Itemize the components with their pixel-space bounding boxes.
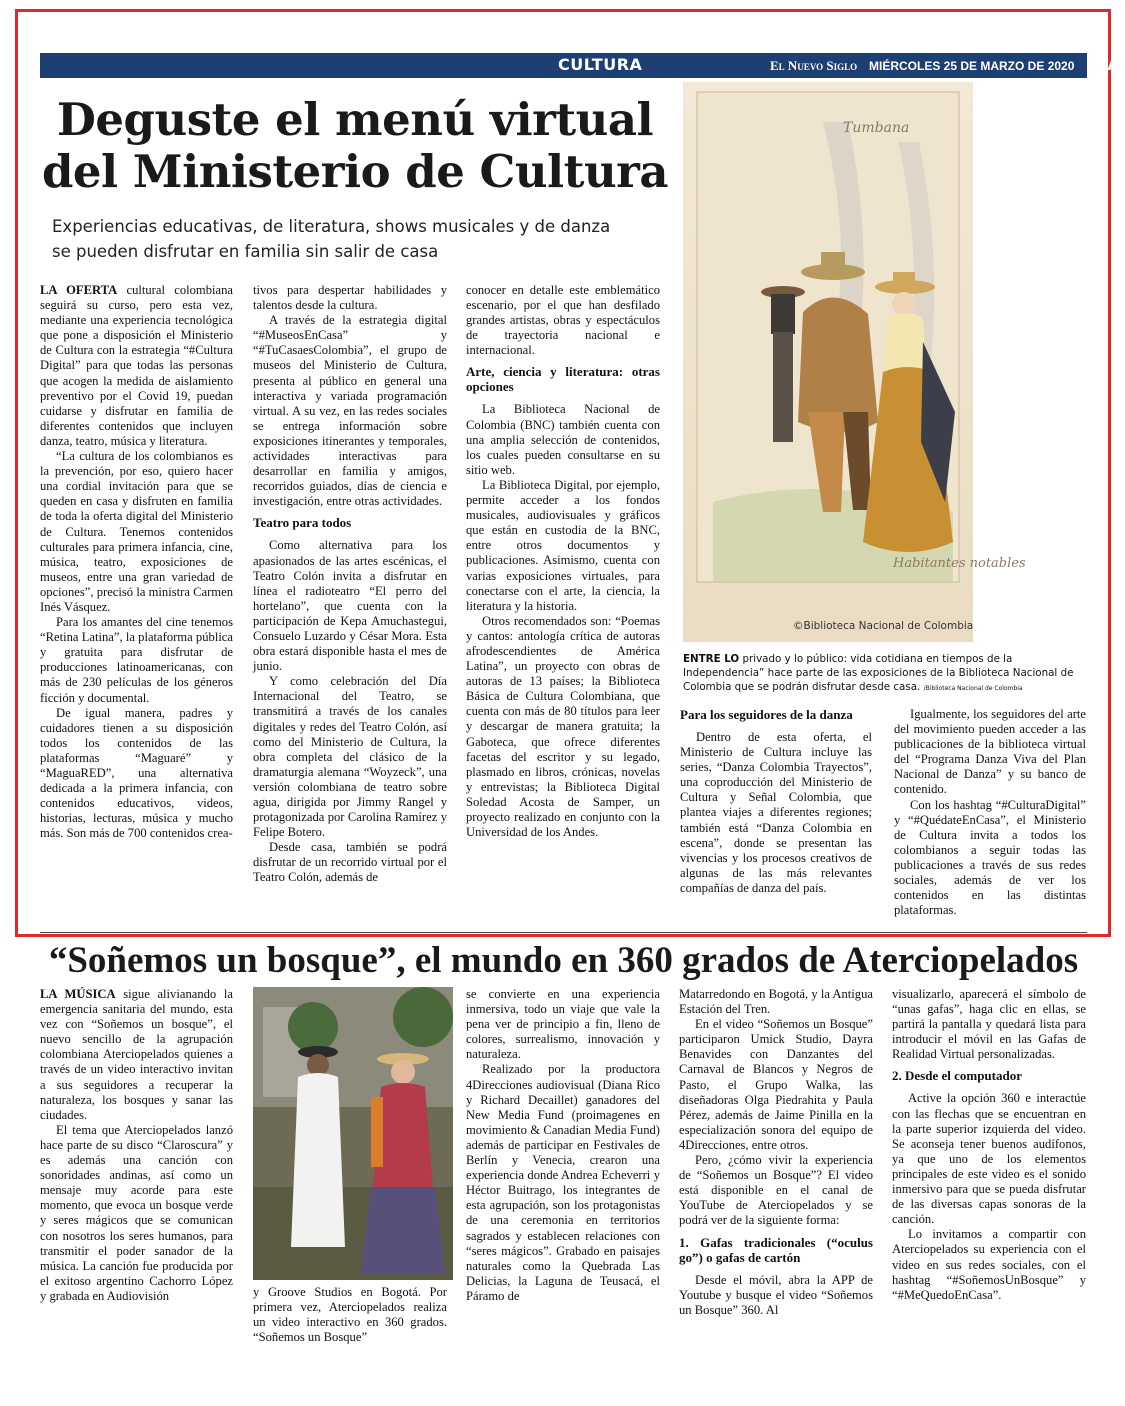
paragraph: Y como celebración del Día Internacional del Teatro, se transmitirá a través de los canales digitales y redes del Teatro Colón, así como del Ministerio de Cultura, la obra completa del clásico de la dramaturgia alemana “Woyzeck”, una versión colombiana de teatro sobre agua, dirigida por Jimmy Rangel y protagonizada por Carolina Ramírez y Felipe Botero. <box>253 674 447 840</box>
section-subhead: Teatro para todos <box>253 515 352 531</box>
image-credit: ©Biblioteca Nacional de Colombia <box>793 620 974 632</box>
lead-in: LA MÚSICA <box>40 987 116 1001</box>
page-header <box>40 53 1121 78</box>
section-subhead: Arte, ciencia y literatura: otras opciones <box>466 364 660 395</box>
paragraph: A través de la estrategia digital “#MuseosEnCasa” y “#TuCasaesColombia”, el grupo de museos del Ministerio de Cultura, presenta al público en general una interactiva y variada programación virtual. A su vez, en las redes sociales se entrega información sobre exposiciones itinerantes y temporales, actividades interactivas para desarrollar en familia y amigos, recorridos guiados, días de ciencia e investigación, entre otras actividades. <box>253 313 447 509</box>
headline-line-1: Deguste el menú virtual <box>56 93 654 146</box>
paragraph: Desde casa, también se podrá disfrutar de un recorrido virtual por el Teatro Colón, además de <box>253 840 447 885</box>
svg-text:Tumbana: Tumbana <box>843 120 910 136</box>
paragraph: se convierte en una experiencia inmersiva, todo un viaje que vale la pena ver de principio a fin, lleno de colores, surrealismo, innovación y naturaleza. <box>466 987 660 1062</box>
divider-line <box>40 932 1087 933</box>
paragraph: Desde el móvil, abra la APP de Youtube y busque el video “Soñemos un Bosque” 360. Al <box>679 1272 873 1317</box>
paragraph: La Biblioteca Digital, por ejemplo, permite acceder a los fondos musicales, audiovisuales y gráficos que están en custodia de la BNC, entre otros documentos y publicaciones. Asimismo, cuenta con varias exposiciones virtuales, para conectarse con el arte, la ciencia, la literatura y la historia. <box>466 477 660 613</box>
paragraph: LA OFERTA cultural colombiana seguirá su curso, pero esta vez, mediante una experiencia tecnológica que pone a disposición el Ministerio de Cultura con la estrategia “#Cultura Digital” para que todas las personas que acogen la medida de aislamiento preventivo por el Covid 19, puedan cuidarse y disfrutar en familia de diferentes contenidos que incluyen danza, teatro, música y literatura. <box>40 283 233 448</box>
article1-column-5 <box>894 707 1086 918</box>
paragraph: En el video “Soñemos un Bosque” participaron Umick Studio, Dayra Benavides con Danzantes del Carnaval de Blancos y Negros de Pasto, el Grupo Walka, las diseñadoras Olga Piedrahita y Paula Pérez, además de Jaime Pinilla en la especialización sonora del equipo de 4Direcciones, entre otros. <box>679 1017 873 1152</box>
image-caption <box>683 652 1083 696</box>
paragraph: Para los amantes del cine tenemos “Retina Latina”, la plataforma pública y gratuita para disfrutar de producciones latinoamericanas, con más de 230 películas de los géneros ficción y documental. <box>40 615 233 705</box>
lead-in: LA OFERTA <box>40 283 118 297</box>
subhead-line-2: se pueden disfrutar en familia sin salir de casa <box>52 242 439 261</box>
paragraph: “La cultura de los colombianos es la prevención, por eso, quiero hacer una cordial invitación para que se queden en casa y disfruten en familia de toda la oferta digital del Ministerio de Cultura. Tenemos contenidos culturales para primera infancia, cine, música, teatro, exposiciones de museos, entre una gran variedad de opciones”, precisó la ministra Carmen Inés Vásquez. <box>40 449 233 614</box>
article-subhead <box>52 214 672 264</box>
historical-illustration <box>683 82 1026 642</box>
headline-line-2: del Ministerio de Cultura <box>41 145 669 198</box>
article2-column-3 <box>466 987 660 1304</box>
paragraph: Dentro de esta oferta, el Ministerio de Cultura incluye las series, “Danza Colombia Trayectos”, una coproducción del Ministerio de Cultura y Señal Colombia, que plantea viajes a diferentes regiones; también está “Danza Colombia en escena”, donde se presentan las vivencias y los procesos creativos de algunas de las más relevantes compañías de danza del país. <box>680 730 872 895</box>
paragraph: Matarredondo en Bogotá, y la Antigua Estación del Tren. <box>679 987 873 1017</box>
page-number: 11A <box>1087 54 1121 75</box>
paragraph: El tema que Aterciopelados lanzó hace parte de su disco “Claroscura” y es además una canción con sonoridades andinas, así como un mensaje muy acorde para este momento, que evoca un bosque verde y seres mágicos que se comunican con nosotros los seres humanos, para transmitir el poder sanador de la música. La canción fue producida por el exitoso argentino Cachorro López y grabada en Audiovisión <box>40 1122 233 1303</box>
section-name: CULTURA <box>558 55 643 74</box>
caption-lead: ENTRE LO <box>683 653 740 665</box>
paragraph: La Biblioteca Nacional de Colombia (BNC) también cuenta con una amplia selección de contenidos, los cuales pueden consultarse en su sitio web. <box>466 402 660 477</box>
newspaper-name: El Nuevo Siglo <box>770 58 858 73</box>
article1-column-3 <box>466 283 660 840</box>
article2-column-5 <box>892 987 1086 1303</box>
svg-text:Habitantes notables: Habitantes notables <box>893 556 1026 571</box>
paragraph: LA MÚSICA sigue alivianando la emergencia sanitaria del mundo, esta vez con “Soñemos un bosque”, el nuevo sencillo de la agrupación colombiana Aterciopelados quienes a través de un video interactivo invitan a sus seguidores a recuperar la naturaleza, los bosques y sanar las ciudades. <box>40 987 233 1122</box>
paragraph: visualizarlo, aparecerá el símbolo de “unas gafas”, haga clic en ellas, se partirá la pantalla y quedará lista para introducir el móvil en las Gafas de Realidad Virtual personalizadas. <box>892 987 1086 1062</box>
section-subhead: Para los seguidores de la danza <box>680 707 853 722</box>
paragraph: y Groove Studios en Bogotá. Por primera vez, Aterciopelados realiza un video interactivo en 360 grados. “Soñemos un Bosque” <box>253 1285 447 1345</box>
article-headline <box>40 94 670 198</box>
paragraph: Realizado por la productora 4Direcciones audiovisual (Diana Rico y Richard Decaillet) ganadores del New Media Fund (proimagenes en movimiento & Canadian Media Fund) además de participar en Festivales de Berlín y Venecia, crearon una experiencia donde Andrea Echeverri y Héctor Buitrago, los integrantes de esta agrupación, son los protagonistas de una ceremonia en territorios sagrados y establecen relaciones con “seres mágicos”. Grabado en paisajes naturales como la Quebrada Las Delicias, la Laguna de Teusacá, el Páramo de <box>466 1062 660 1303</box>
paragraph: Pero, ¿cómo vivir la experiencia de “Soñemos un Bosque”? El video está disponible en el canal de YouTube de Aterciopelados y se podrá ver de la siguiente forma: <box>679 1153 873 1228</box>
article2-column-4 <box>679 987 873 1318</box>
paragraph: tivos para despertar habilidades y talentos desde la cultura. <box>253 283 447 313</box>
paragraph: Con los hashtag “#CulturaDigital” y “#QuédateEnCasa”, el Ministerio de Cultura invita a todos los colombianos a seguir todas las publicaciones a través de sus redes sociales, además de ver los contenidos en las distintas plataformas. <box>894 797 1086 918</box>
article1-column-1 <box>40 283 233 841</box>
paragraph: Otros recomendados son: “Poemas y cantos: antología crítica de autoras afrodescendientes de América Latina”, un proyecto con obras de autoras de 13 países; la Biblioteca Básica de Cultura Colombiana, que cuenta con más de 80 títulos para leer y descargar de manera gratuita; la Gaboteca, que ofrece diferentes facetas del escritor y su legado, plasmado en libros, crónicas, novelas y entrevistas; la Biblioteca Digital Soledad Acosta de Samper, un proyecto realizado en conjunto con la Universidad de los Andes. <box>466 613 660 840</box>
article2-column-1 <box>40 987 233 1304</box>
article1-column-4 <box>680 707 872 896</box>
section-subhead: 2. Desde el computador <box>892 1068 1022 1084</box>
paragraph: Igualmente, los seguidores del arte del movimiento pueden acceder a las publicaciones de la biblioteca virtual del “Programa Danza Viva del Plan Nacional de Danza” y su banco de contenido. <box>894 707 1086 797</box>
paragraph: Lo invitamos a compartir con Aterciopelados su experiencia con el video en sus redes sociales, con el hashtag “#SoñemosUnBosque” y “#MeQuedoEnCasa”. <box>892 1227 1086 1302</box>
issue-date: MIÉRCOLES 25 DE MARZO DE 2020 <box>869 59 1075 73</box>
second-article-headline: “Soñemos un bosque”, el mundo en 360 grados de Aterciopelados <box>48 940 1079 981</box>
article2-column-2 <box>253 1285 447 1345</box>
article1-column-2 <box>253 283 447 886</box>
paragraph: conocer en detalle este emblemático escenario, por el que han desfilado grandes artistas, obras y espectáculos de trayectoria nacional e internacional. <box>466 283 660 358</box>
band-photo <box>253 987 453 1280</box>
section-subhead: 1. Gafas tradicionales (“oculus go”) o gafas de cartón <box>679 1234 873 1265</box>
subhead-line-1: Experiencias educativas, de literatura, shows musicales y de danza <box>52 217 611 236</box>
paragraph: Active la opción 360 e interactúe con las flechas que se encuentran en la parte superior izquierda del video. Se aconseja tener buenos audífonos, ya que uno de los elementos principales de este video es el sonido inmersivo para que se pueda disfrutar de las diversas capas sonoras de la canción. <box>892 1091 1086 1227</box>
caption-text: privado y lo público: vida cotidiana en tiempos de la Independencia” hace parte de las exposiciones de la Biblioteca Nacional de Colombia que se podrán disfrutar desde casa. <box>683 653 1074 693</box>
paragraph: Como alternativa para los apasionados de las artes escénicas, el Teatro Colón invita a disfrutar en línea el radioteatro “El perro del hortelano”, que cuenta con la participación de Kepa Amuchastegui, Consuelo Luzardo y César Mora. Esta obra estará disponible hasta el mes de junio. <box>253 538 447 674</box>
paragraph: De igual manera, padres y cuidadores tienen a su disposición todos los contenidos de las plataformas “Maguaré” y “MaguaRED”, una alternativa dedicada a la primera infancia, con contenidos educativos, videos, historias, lecturas, música y mucho más. Son más de 700 contenidos crea- <box>40 705 233 841</box>
caption-credit: /Biblioteca Nacional de Colombia <box>923 685 1023 692</box>
